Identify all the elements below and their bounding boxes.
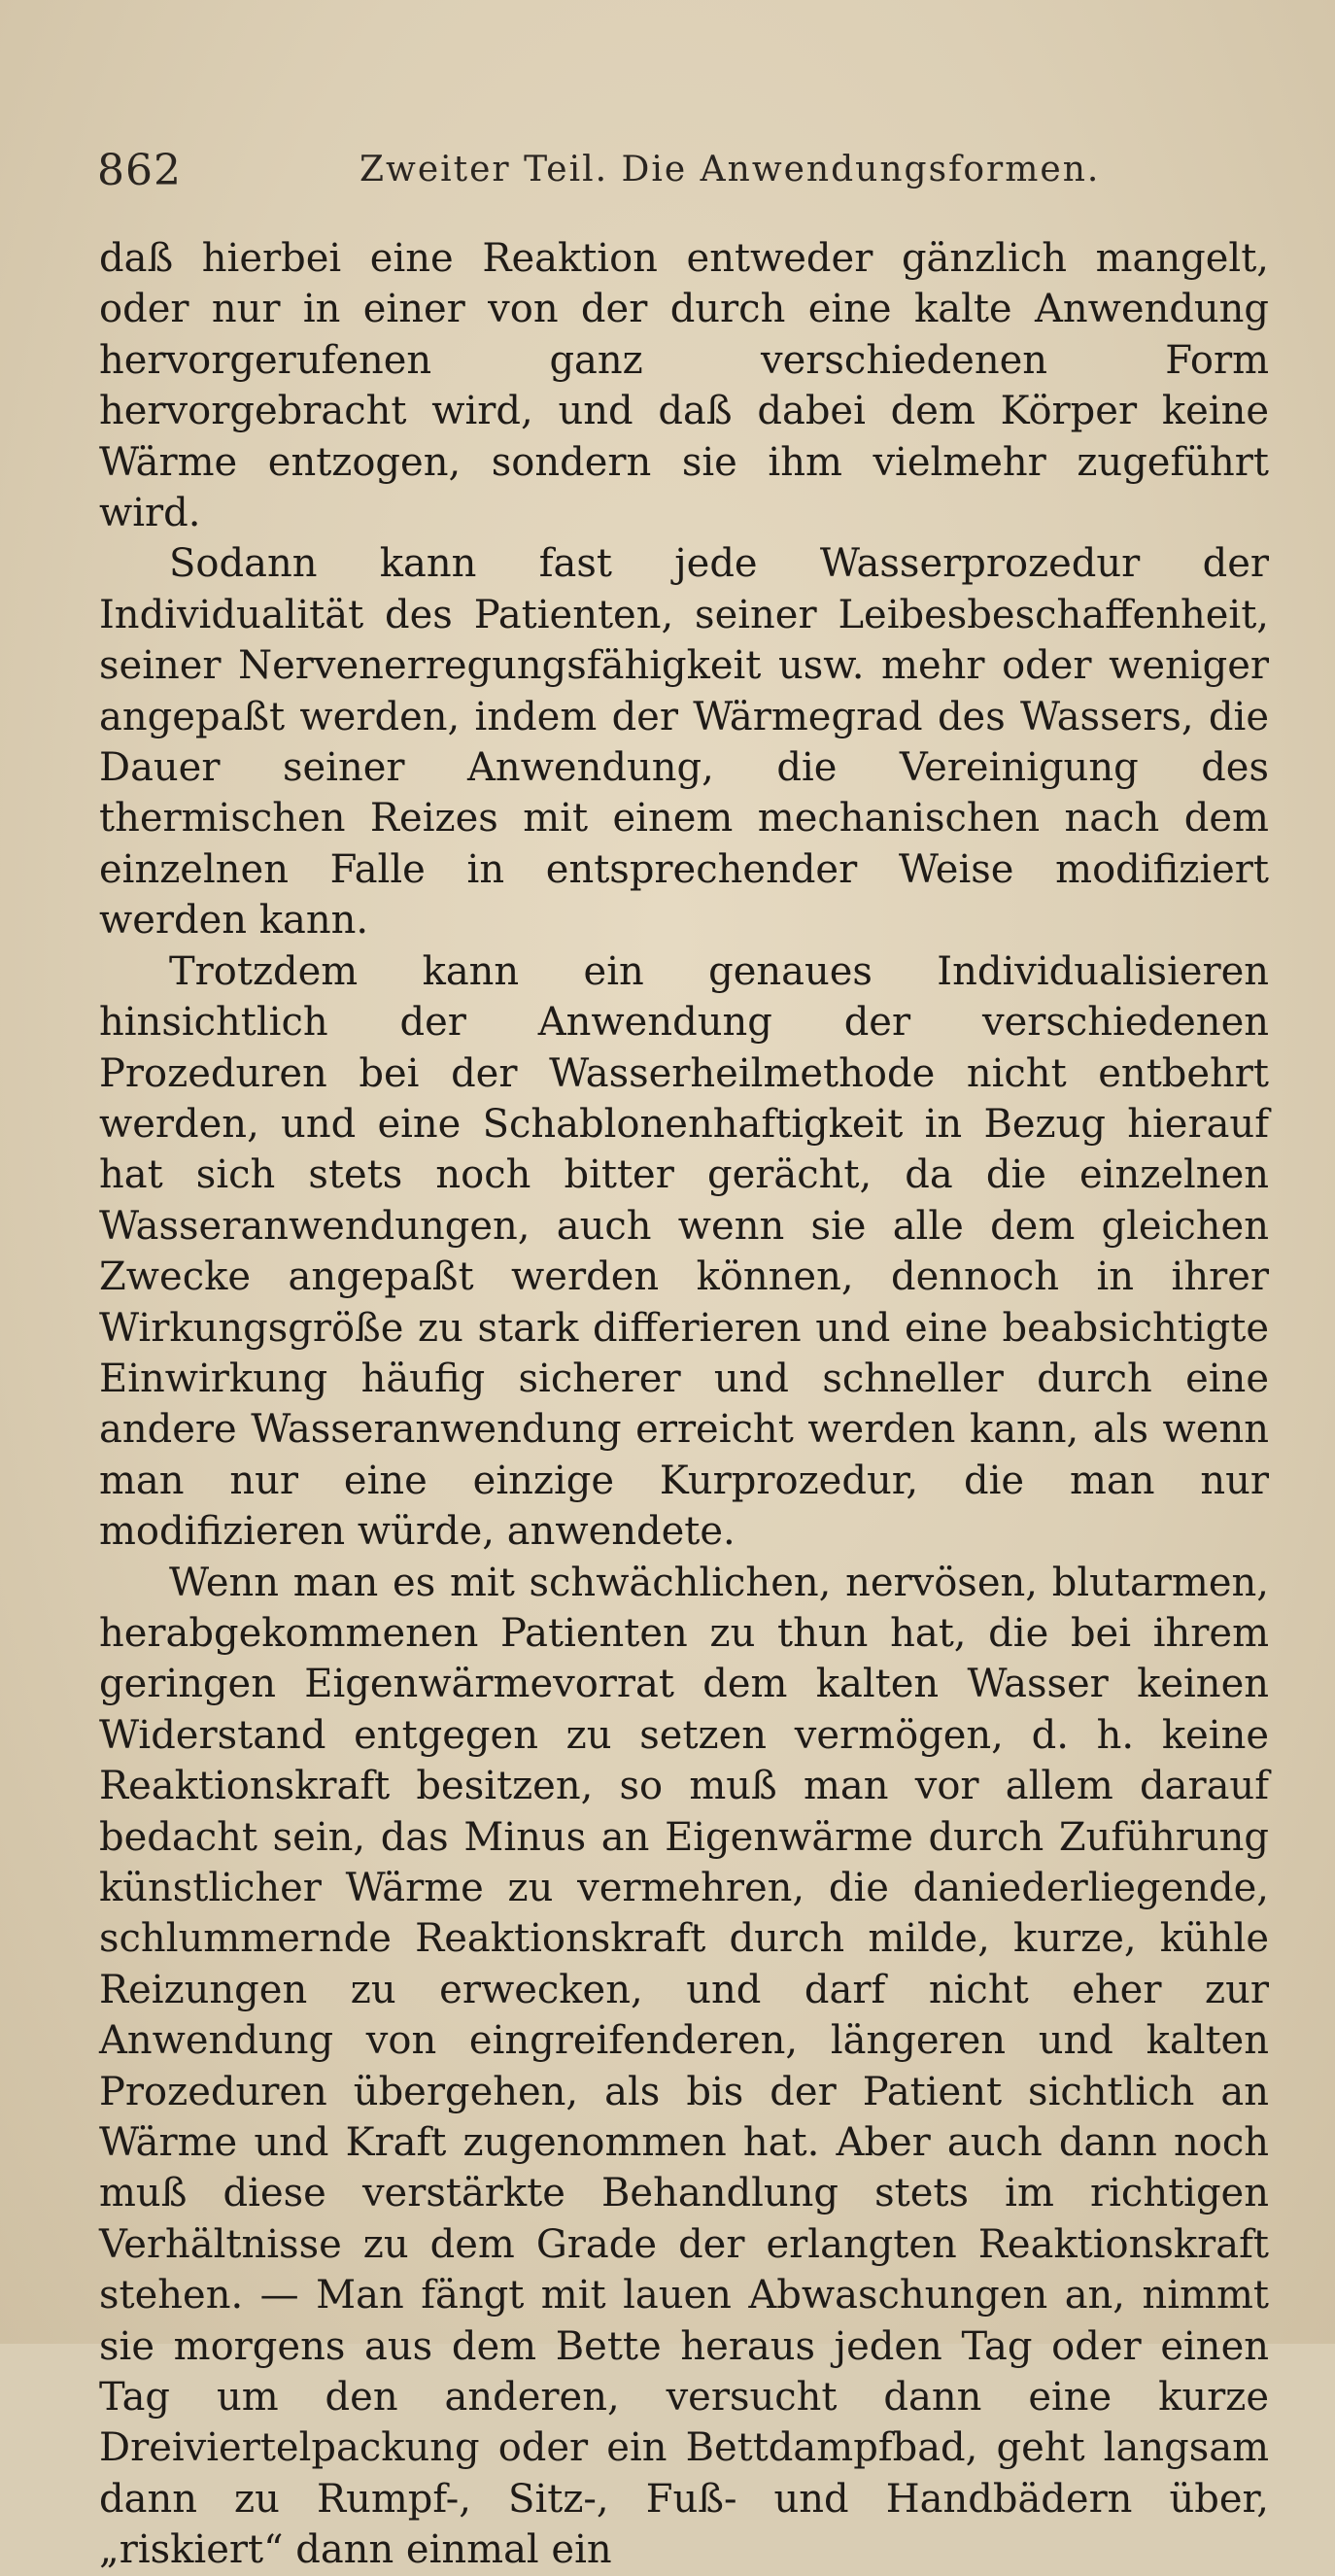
paragraph-individualisation: Trotzdem kann ein genaues Individualisieren hinsichtlich der Anwendung der verschiedenen Prozeduren bei der Wasserheilmethode nicht entbehrt werden, und eine Schablonenhaftigkeit in Bezug hierauf hat sich stets noch bitter gerächt, da die einzelnen Wasseranwendungen, auch wenn sie alle dem gleichen Zwecke angepaßt werden können, dennoch in ihrer Wirkungsgröße zu stark differieren und eine beabsichtigte Einwirkung häufig sicherer und schneller durch eine andere Wasseranwendung erreicht werden kann, als wenn man nur eine einzige Kurprozedur, die man nur modifizieren würde, anwendete. (99, 948, 1269, 1555)
paragraph-continuation: daß hierbei eine Reaktion entweder gänzlich mangelt, oder nur in einer von der durch eine kalte Anwendung hervorgerufenen ganz verschiedenen Form hervorgebracht wird, und daß dabei dem Körper keine Wärme entzogen, sondern sie ihm vielmehr zugeführt wird. (99, 236, 1269, 536)
paragraph-weak-patients: Wenn man es mit schwächlichen, nervösen, blutarmen, herabgekommenen Patienten zu thun hat, die bei ihrem geringen Eigenwärmevorrat dem kalten Wasser keinen Widerstand entgegen zu setzen vermögen, d. h. keine Reaktionskraft besitzen, so muß man vor allem darauf bedacht sein, das Minus an Eigenwärme durch Zuführung künstlicher Wärme zu vermehren, die daniederliegende, schlummernde Reaktionskraft durch milde, kurze, kühle Reizungen zu erwecken, und darf nicht eher zur Anwendung von eingreifenderen, längeren und kalten Prozeduren übergehen, als bis der Patient sichtlich an Wärme und Kraft zugenommen hat. Aber auch dann noch muß diese verstärkte Behandlung stets im richtigen Verhältnisse zu dem Grade der erlangten Reaktionskraft stehen. — Man fängt mit lauen Abwaschungen an, nimmt sie morgens aus dem Bette heraus jeden Tag oder einen Tag um den anderen, versucht dann eine kurze Dreiviertelpackung oder ein Bettdampfbad, geht langsam dann zu Rumpf-, Sitz-, Fuß- und Handbädern über, „riskiert“ dann einmal ein (99, 1560, 1269, 2573)
paragraph-individuality: Sodann kann fast jede Wasserprozedur der Individualität des Patienten, seiner Leibesbeschaffenheit, seiner Nervenerregungsfähigkeit usw. mehr oder weniger angepaßt werden, indem der Wärmegrad des Wassers, die Dauer seiner Anwendung, die Vereinigung des thermischen Reizes mit einem mechanischen nach dem einzelnen Falle in entsprechender Weise modifiziert werden kann. (99, 541, 1269, 944)
running-head: Zweiter Teil. Die Anwendungsformen. (359, 150, 1101, 189)
page-header (97, 146, 1273, 204)
body-text (99, 233, 1269, 2576)
page-number: 862 (97, 146, 182, 195)
